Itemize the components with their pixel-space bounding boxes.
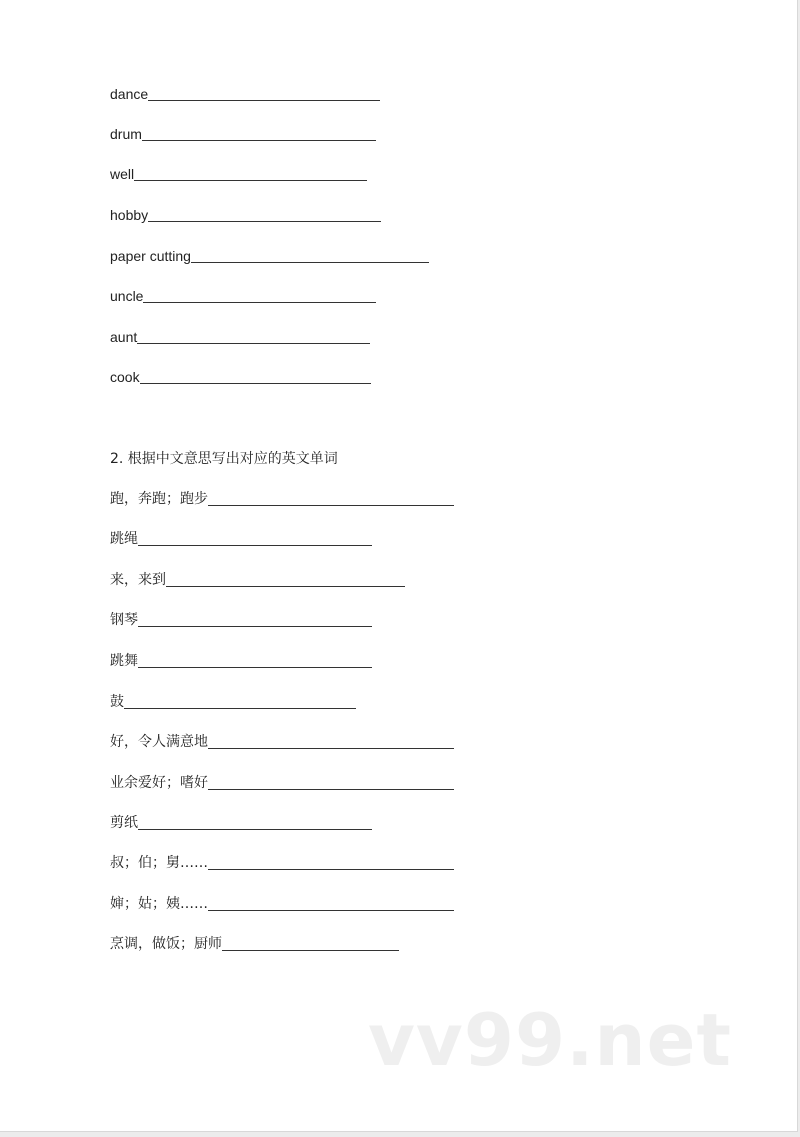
word-row [110,527,372,547]
answer-blank[interactable] [138,814,372,830]
word-label: drum [110,126,142,142]
answer-blank[interactable] [208,733,454,749]
word-label: 跳舞 [110,653,138,669]
word-row [110,203,381,223]
answer-blank[interactable] [148,206,381,222]
word-label: 烹调，做饭；厨师 [110,936,222,952]
answer-blank[interactable] [138,530,372,546]
word-label: dance [110,86,149,102]
word-row [110,325,370,345]
word-label: 鼓 [110,694,124,710]
answer-blank[interactable] [142,125,376,141]
word-label: well [110,166,135,182]
word-label: 业余爱好；嗜好 [110,775,208,791]
word-row [110,811,372,831]
word-row [110,487,454,507]
word-label: 婶；姑；姨…… [110,896,208,912]
word-label: 好，令人满意地 [110,734,208,750]
answer-blank[interactable] [208,895,454,911]
answer-blank[interactable] [138,652,372,668]
word-row [110,284,376,304]
word-label: hobby [110,207,149,223]
word-row [110,608,372,628]
answer-blank[interactable] [148,85,380,101]
word-label: 跑，奔跑；跑步 [110,491,208,507]
word-row [110,892,454,912]
answer-blank[interactable] [208,490,454,506]
word-row [110,690,356,710]
answer-blank[interactable] [143,287,376,303]
word-row [110,365,371,385]
word-label: aunt [110,329,138,345]
word-row [110,932,399,952]
answer-blank[interactable] [140,368,371,384]
word-row [110,162,367,182]
word-label: 跳绳 [110,531,138,547]
answer-blank[interactable] [191,247,429,263]
word-label: cook [110,369,140,385]
word-label: 剪纸 [110,815,138,831]
word-label: 来，来到 [110,572,166,588]
word-label: uncle [110,288,144,304]
answer-blank[interactable] [138,611,372,627]
answer-blank[interactable] [208,774,454,790]
word-row [110,244,429,264]
word-label: 钢琴 [110,612,138,628]
answer-blank[interactable] [166,571,405,587]
word-label: 叔；伯；舅…… [110,855,208,871]
word-row [110,568,405,588]
word-row [110,730,454,750]
word-row [110,649,372,669]
word-row [110,122,376,142]
answer-blank[interactable] [222,935,399,951]
section-heading: 2. 根据中文意思写出对应的英文单词 [110,451,338,467]
answer-blank[interactable] [134,165,367,181]
watermark: vv99.net [368,998,732,1082]
answer-blank[interactable] [124,693,356,709]
answer-blank[interactable] [208,854,454,870]
word-row [110,771,454,791]
word-row [110,82,380,102]
word-row [110,851,454,871]
answer-blank[interactable] [137,328,370,344]
word-label: paper cutting [110,248,191,264]
